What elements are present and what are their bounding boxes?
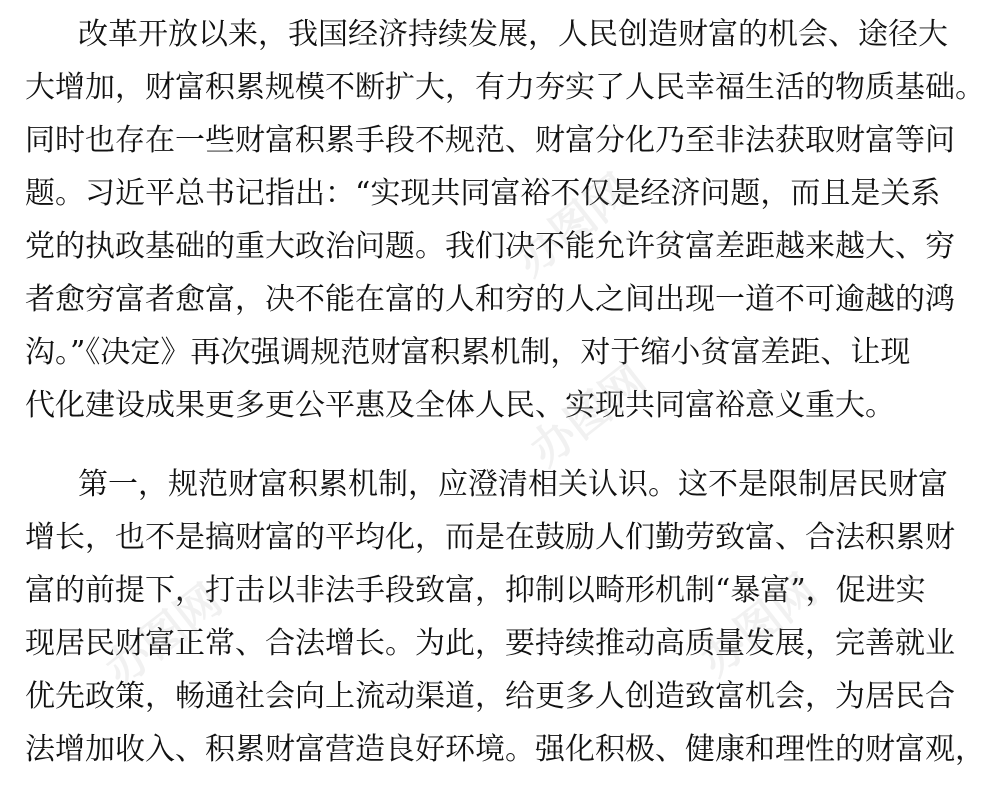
paragraph-2-line-2: 增长，也不是搞财富的平均化，而是在鼓励人们勤劳致富、合法积累财 bbox=[25, 520, 955, 555]
watermark: 办图网 bbox=[691, 564, 827, 687]
watermark: 办图网 bbox=[506, 164, 642, 287]
paragraph-2-line-4: 现居民财富正常、合法增长。为此，要持续推动高质量发展，完善就业 bbox=[25, 626, 955, 661]
watermark: 办图网 bbox=[521, 354, 657, 477]
paragraph-1-line-7: 沟。”《决定》再次强调规范财富积累机制，对于缩小贫富差距、让现 bbox=[25, 335, 911, 370]
paragraph-1-line-3: 同时也存在一些财富积累手段不规范、财富分化乃至非法获取财富等问 bbox=[25, 123, 955, 158]
watermark: 办图网 bbox=[96, 574, 232, 697]
paragraph-2-line-1: 第一，规范财富积累机制，应澄清相关认识。这不是限制居民财富 bbox=[78, 467, 948, 502]
paragraph-1-line-1: 改革开放以来，我国经济持续发展，人民创造财富的机会、途径大 bbox=[78, 17, 948, 52]
paragraph-1-line-8: 代化建设成果更多更公平惠及全体人民、实现共同富裕意义重大。 bbox=[25, 388, 895, 423]
paragraph-1-line-2: 大增加，财富积累规模不断扩大，有力夯实了人民幸福生活的物质基础。 bbox=[25, 70, 985, 105]
paragraph-2-line-3: 富的前提下，打击以非法手段致富，抑制以畸形机制“暴富”，促进实 bbox=[25, 573, 926, 608]
paragraph-1-line-4: 题。习近平总书记指出：“实现共同富裕不仅是经济问题，而且是关系 bbox=[25, 176, 941, 211]
paragraph-1-line-6: 者愈穷富者愈富，决不能在富的人和穷的人之间出现一道不可逾越的鸿 bbox=[25, 282, 955, 317]
paragraph-1-line-5: 党的执政基础的重大政治问题。我们决不能允许贫富差距越来越大、穷 bbox=[25, 229, 955, 264]
paragraph-2-line-6: 法增加收入、积累财富营造良好环境。强化积极、健康和理性的财富观， bbox=[25, 732, 985, 767]
paragraph-2-line-5: 优先政策，畅通社会向上流动渠道，给更多人创造致富机会，为居民合 bbox=[25, 679, 955, 714]
